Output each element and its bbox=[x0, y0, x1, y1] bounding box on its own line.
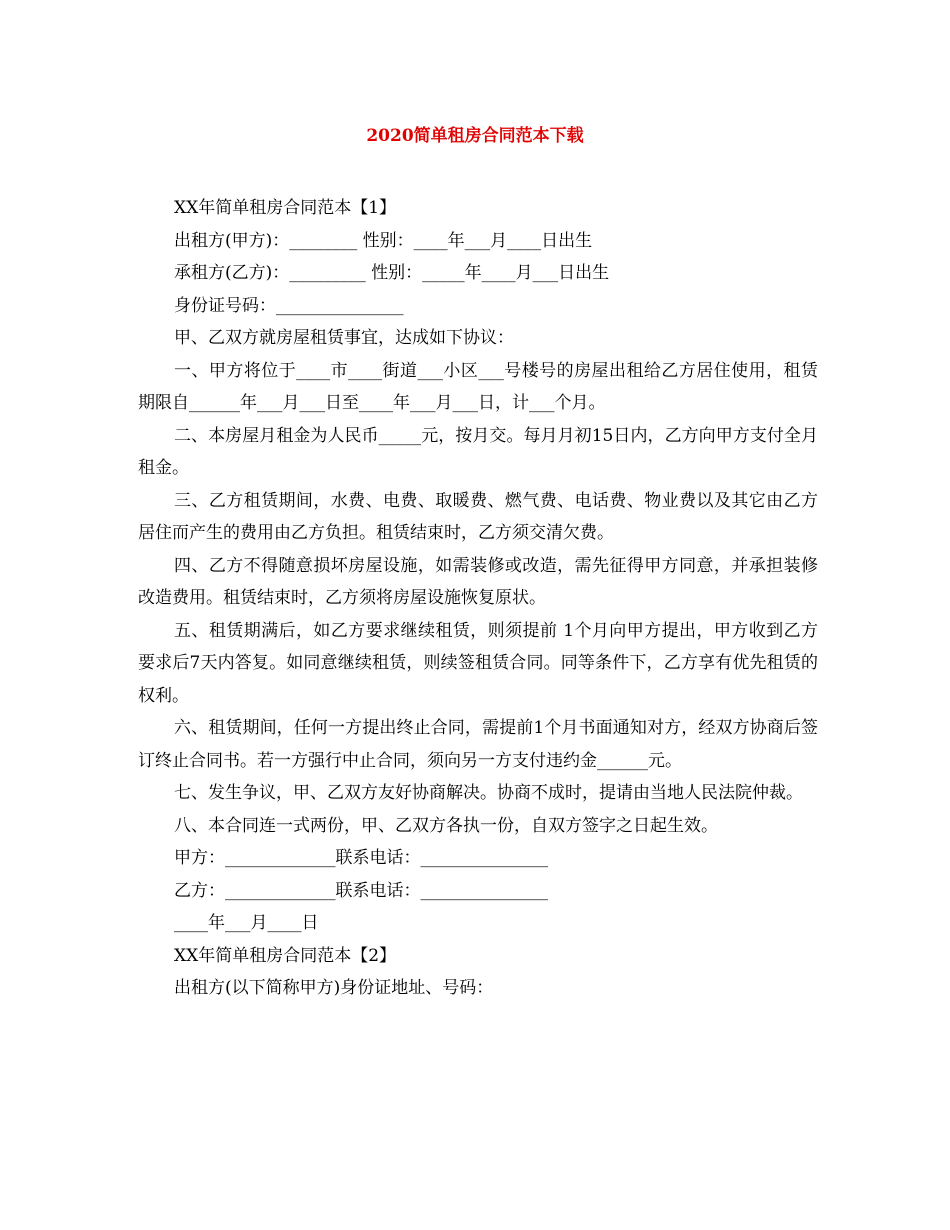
date-line: ____年___月____日 bbox=[174, 913, 319, 933]
party-a-signature-line: 甲方：_____________联系电话：_______________ bbox=[174, 848, 548, 868]
clause-3: 三、乙方租赁期间，水费、电费、取暖费、燃气费、电话费、物业费以及其它由乙方居住而产生的费用由乙方负担。租赁结束时，乙方须交清欠费。 bbox=[138, 490, 818, 543]
lessor-address-line: 出租方(以下简称甲方)身份证地址、号码： bbox=[174, 978, 494, 998]
clause-5: 五、租赁期满后，如乙方要求继续租赁，则须提前 1个月向甲方提出，甲方收到乙方要求后7天内答复。如同意继续租赁，则续签租赁合同。同等条件下，乙方享有优先租赁的权利。 bbox=[138, 620, 818, 706]
clause-1: 一、甲方将位于____市____街道___小区___号楼号的房屋出租给乙方居住使用，租赁期限自______年___月___日至____年___月___日，计___个月。 bbox=[138, 360, 818, 413]
lessee-info-line: 承租方(乙方)：_________ 性别：_____年____月___日出生 bbox=[174, 263, 610, 283]
document-title: 2020简单租房合同范本下载 bbox=[366, 126, 584, 146]
lessor-info-line: 出租方(甲方)：________ 性别：____年___月____日出生 bbox=[174, 230, 593, 251]
clause-7: 七、发生争议，甲、乙双方友好协商解决。协商不成时，提请由当地人民法院仲裁。 bbox=[174, 783, 803, 803]
clause-4: 四、乙方不得随意损坏房屋设施，如需装修或改造，需先征得甲方同意，并承担装修改造费用。租赁结束时，乙方须将房屋设施恢复原状。 bbox=[138, 555, 818, 608]
section-heading-1: XX年简单租房合同范本【1】 bbox=[174, 198, 397, 218]
section-heading-2: XX年简单租房合同范本【2】 bbox=[174, 945, 397, 966]
clause-8: 八、本合同连一式两份，甲、乙双方各执一份，自双方签字之日起生效。 bbox=[174, 815, 718, 836]
party-b-signature-line: 乙方：_____________联系电话：_______________ bbox=[174, 880, 548, 901]
clause-6: 六、租赁期间，任何一方提出终止合同，需提前1个月书面通知对方，经双方协商后签订终止合同书。若一方强行中止合同，须向另一方支付违约金______元。 bbox=[138, 718, 818, 771]
clause-2: 二、本房屋月租金为人民币_____元，按月交。每月月初15日内，乙方向甲方支付全月租金。 bbox=[138, 425, 818, 478]
agreement-intro-line: 甲、乙双方就房屋租赁事宜，达成如下协议： bbox=[174, 328, 514, 348]
document-body bbox=[138, 192, 818, 1005]
id-number-line: 身份证号码：_______________ bbox=[174, 295, 404, 316]
